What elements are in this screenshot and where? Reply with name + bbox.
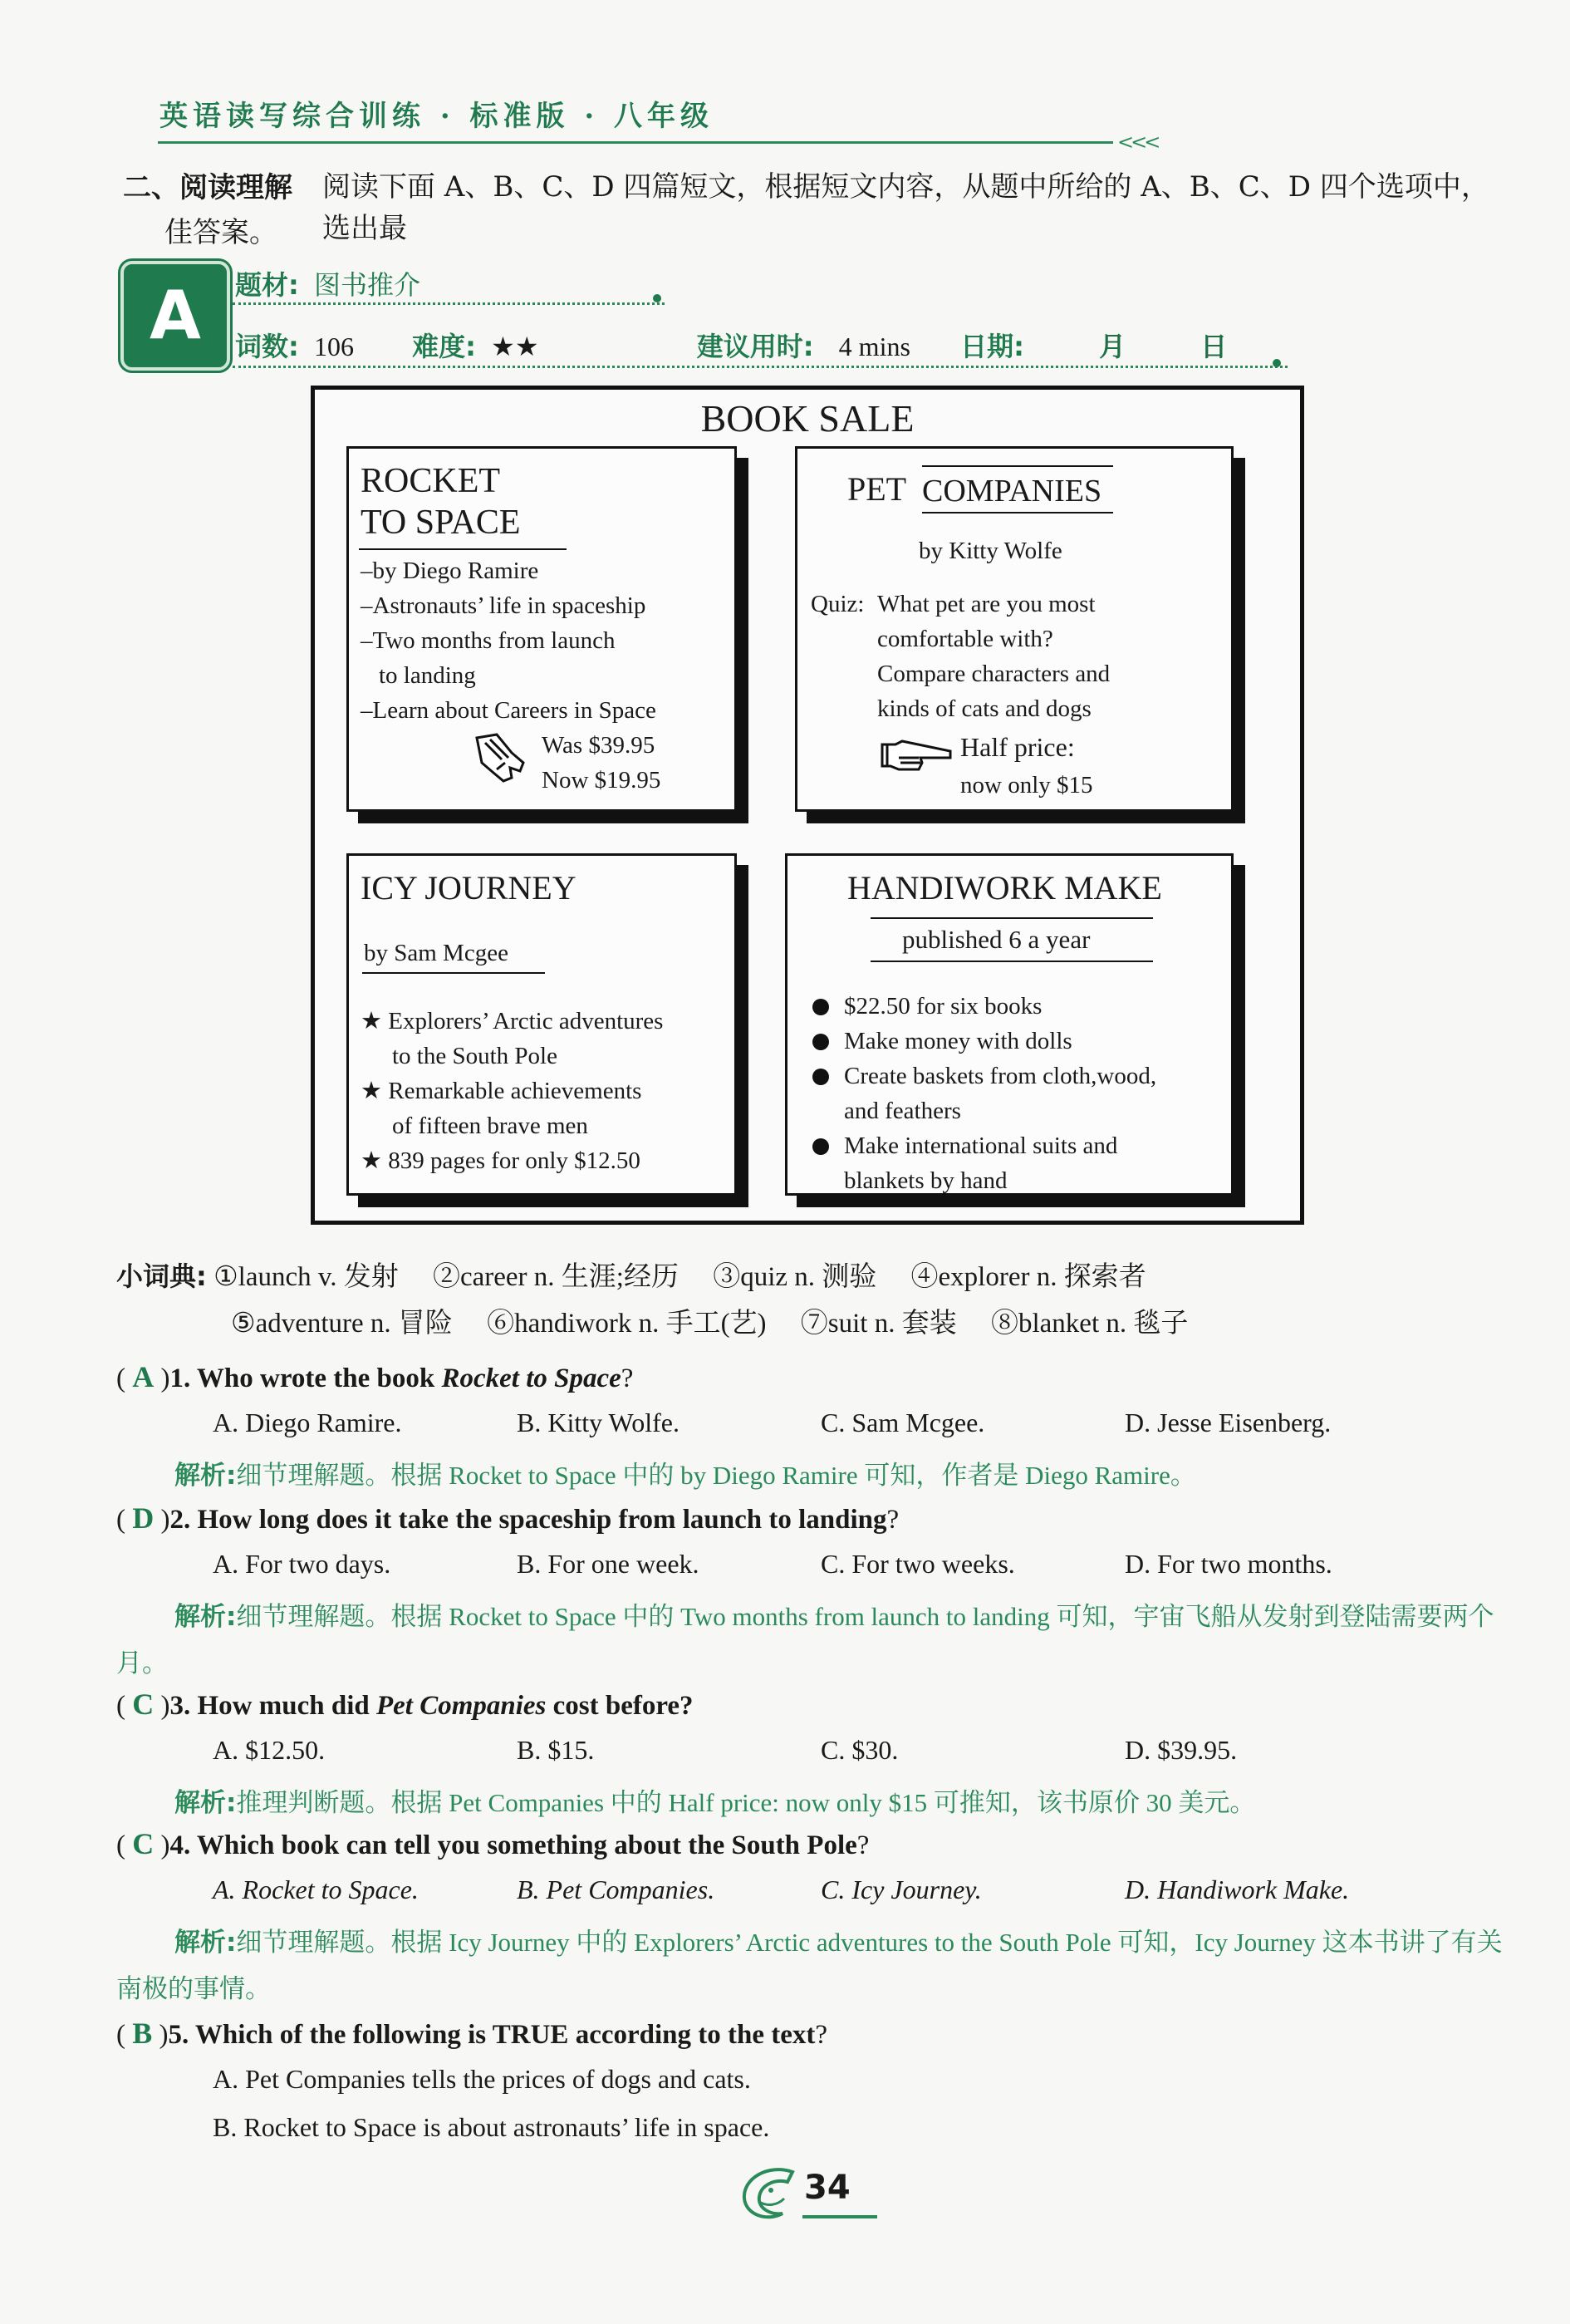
book-detail: ★ 839 pages for only $12.50 <box>361 1147 640 1174</box>
option-c[interactable]: C. Sam Mcgee. <box>821 1408 985 1437</box>
option-c[interactable]: C. $30. <box>821 1735 899 1765</box>
explanation: 解析:细节理解题。根据 Rocket to Space 中的 Two months from launch to landing 可知，宇宙飞船从发射到登陆需要两个月。 <box>116 1602 1494 1678</box>
title-overline <box>922 465 1113 467</box>
section-instruction: 阅读下面 A、B、C、D 四篇短文，根据短文内容，从题中所给的 A、B、C、D 四个选项中，选出最 <box>322 170 1489 245</box>
explanation: 解析:细节理解题。根据 Rocket to Space 中的 by Diego Ramire 可知，作者是 Diego Ramire。 <box>174 1461 1196 1491</box>
bullet-item: Make money with dolls <box>812 1024 1072 1059</box>
explanation: 解析:推理判断题。根据 Pet Companies 中的 Half price: now only $15 可推知，该书原价 30 美元。 <box>174 1788 1256 1818</box>
title-underline <box>359 548 567 550</box>
option-b[interactable]: B. $15. <box>517 1735 595 1765</box>
answer-mark: A <box>132 1360 155 1393</box>
book-card-pet-companies <box>795 446 1234 812</box>
book-detail: –Learn about Careers in Space <box>361 697 656 724</box>
book-title-word: PET <box>847 470 907 508</box>
question-5: ( B )5. Which of the following is TRUE according to the text? <box>116 2017 828 2050</box>
bullet-item: $22.50 for six books <box>812 989 1042 1024</box>
day-label: 日 <box>1200 331 1228 362</box>
passage-badge <box>120 261 230 371</box>
book-detail: Compare characters and <box>877 661 1111 687</box>
sale-price: Now $19.95 <box>542 767 661 794</box>
option-a[interactable]: A. Diego Ramire. <box>213 1408 402 1437</box>
section-instruction-continuation: 佳答案。 <box>164 216 277 249</box>
topic-value: 图书推介 <box>314 269 421 301</box>
option-b[interactable]: B. For one week. <box>517 1549 699 1579</box>
book-sale-poster <box>311 386 1304 1225</box>
bullet-item-continuation: blankets by hand <box>844 1167 1008 1194</box>
book-detail: What pet are you most <box>877 591 1096 617</box>
question-4: ( C )4. Which book can tell you something about the South Pole? <box>116 1827 870 1860</box>
meta-dotted-rule <box>233 366 1288 368</box>
meta-rule-dot <box>1273 359 1281 367</box>
book-detail: to the South Pole <box>392 1043 557 1069</box>
difficulty-label: 难度: <box>412 331 476 362</box>
book-detail: –by Diego Ramire <box>361 558 539 584</box>
question-2: ( D )2. How long does it take the spaceship from launch to landing? <box>116 1501 900 1535</box>
book-card-icy-journey <box>346 853 737 1196</box>
word-count: 106 <box>313 332 354 361</box>
option-c[interactable]: C. Icy Journey. <box>821 1874 982 1904</box>
answer-mark: B <box>132 2017 153 2050</box>
meta-rule-dot <box>653 294 661 302</box>
option-d[interactable]: D. Handiwork Make. <box>1125 1874 1350 1904</box>
topic-label: 题材: <box>235 269 299 301</box>
page-number: 34 <box>804 2169 851 2207</box>
publication-frequency: published 6 a year <box>902 925 1091 954</box>
option-a[interactable]: A. Pet Companies tells the prices of dogs and cats. <box>213 2064 751 2094</box>
option-b[interactable]: B. Rocket to Space is about astronauts’ life in space. <box>213 2112 770 2142</box>
option-c[interactable]: C. For two weeks. <box>821 1549 1015 1579</box>
answer-mark: D <box>132 1501 155 1535</box>
option-b[interactable]: B. Pet Companies. <box>517 1874 715 1904</box>
bullet-icon <box>812 1069 829 1085</box>
sale-price: now only $15 <box>960 772 1093 798</box>
passage-meta-row <box>235 326 1227 364</box>
book-series-title: 英语读写综合训练 · 标准版 · 八年级 <box>159 100 714 133</box>
poster-title: BOOK SALE <box>700 397 915 440</box>
option-a[interactable]: A. For two days. <box>213 1549 391 1579</box>
bullet-item: Create baskets from cloth,wood, <box>812 1059 1156 1093</box>
book-title-word: COMPANIES <box>922 474 1102 509</box>
book-card-rocket-to-space <box>346 446 737 812</box>
option-d[interactable]: D. Jesse Eisenberg. <box>1125 1408 1332 1437</box>
book-author: by Kitty Wolfe <box>919 538 1062 564</box>
pointing-hand-icon <box>879 738 955 774</box>
date-label: 日期: <box>960 331 1024 362</box>
book-title-line: TO SPACE <box>361 504 521 542</box>
option-a[interactable]: A. $12.50. <box>213 1735 326 1765</box>
book-detail: kinds of cats and dogs <box>877 695 1092 722</box>
bullet-item-continuation: and feathers <box>844 1098 961 1124</box>
book-detail: of fifteen brave men <box>392 1113 588 1139</box>
bullet-icon <box>812 1138 829 1155</box>
answer-mark: C <box>132 1827 155 1860</box>
book-card-handiwork-make <box>785 853 1234 1196</box>
meta-dotted-rule <box>233 302 665 305</box>
header-arrows-icon: <<< <box>1117 130 1158 154</box>
book-title: HANDIWORK MAKE <box>847 869 1162 907</box>
mini-dictionary <box>116 1253 1512 1347</box>
book-title-line: ROCKET <box>361 462 500 500</box>
book-detail: –Astronauts’ life in spaceship <box>361 592 646 619</box>
explanation: 解析:细节理解题。根据 Icy Journey 中的 Explorers’ Arctic adventures to the South Pole 可知，Icy Journey 这本书讲了有关南极的事情。 <box>116 1928 1503 2003</box>
book-detail: comfortable with? <box>877 626 1053 652</box>
bullet-icon <box>812 999 829 1015</box>
word-count-label: 词数: <box>235 331 299 362</box>
footer-rule <box>802 2215 877 2218</box>
option-b[interactable]: B. Kitty Wolfe. <box>517 1408 680 1437</box>
book-title: ICY JOURNEY <box>361 869 576 907</box>
section-heading: 二、阅读理解 <box>123 171 292 204</box>
dolphin-logo-icon <box>734 2160 809 2227</box>
header-rule <box>158 141 1113 144</box>
mini-dictionary-label: 小词典: <box>116 1260 207 1292</box>
option-d[interactable]: D. $39.95. <box>1125 1735 1238 1765</box>
mini-dictionary-line: ⑤adventure n. 冒险 ⑥handiwork n. 手工(艺) ⑦suit n. 套装 ⑧blanket n. 毯子 <box>231 1309 1189 1339</box>
difficulty-stars: ★★ <box>491 331 539 362</box>
book-detail: ★ Explorers’ Arctic adventures <box>361 1008 664 1034</box>
bullet-icon <box>812 1034 829 1050</box>
subtitle-underline <box>871 961 1153 962</box>
title-underline <box>871 917 1153 919</box>
book-detail: to landing <box>379 662 476 689</box>
option-d[interactable]: D. For two months. <box>1125 1549 1332 1579</box>
option-a[interactable]: A. Rocket to Space. <box>213 1874 419 1904</box>
passage-badge-letter: A <box>150 277 201 354</box>
time-label: 建议用时: <box>696 331 814 362</box>
answer-mark: C <box>132 1688 155 1721</box>
book-author: by Sam Mcgee <box>364 940 508 966</box>
question-3: ( C )3. How much did Pet Companies cost before? <box>116 1688 694 1721</box>
bullet-item: Make international suits and <box>812 1128 1117 1163</box>
half-price-label: Half price: <box>960 732 1075 762</box>
original-price: Was $39.95 <box>542 732 655 759</box>
book-detail: ★ Remarkable achievements <box>361 1078 642 1104</box>
pointing-hand-icon <box>472 730 532 786</box>
book-detail: –Two months from launch <box>361 627 616 654</box>
question-1: ( A )1. Who wrote the book Rocket to Space? <box>116 1360 634 1393</box>
title-underline <box>922 512 1113 513</box>
mini-dictionary-line: ①launch v. 发射 ②career n. 生涯;经历 ③quiz n. 测验 ④explorer n. 探索者 <box>213 1262 1146 1292</box>
quiz-label: Quiz: <box>811 591 865 617</box>
month-label: 月 <box>1099 331 1126 362</box>
suggested-time: 4 mins <box>838 332 910 361</box>
author-underline <box>362 972 545 974</box>
